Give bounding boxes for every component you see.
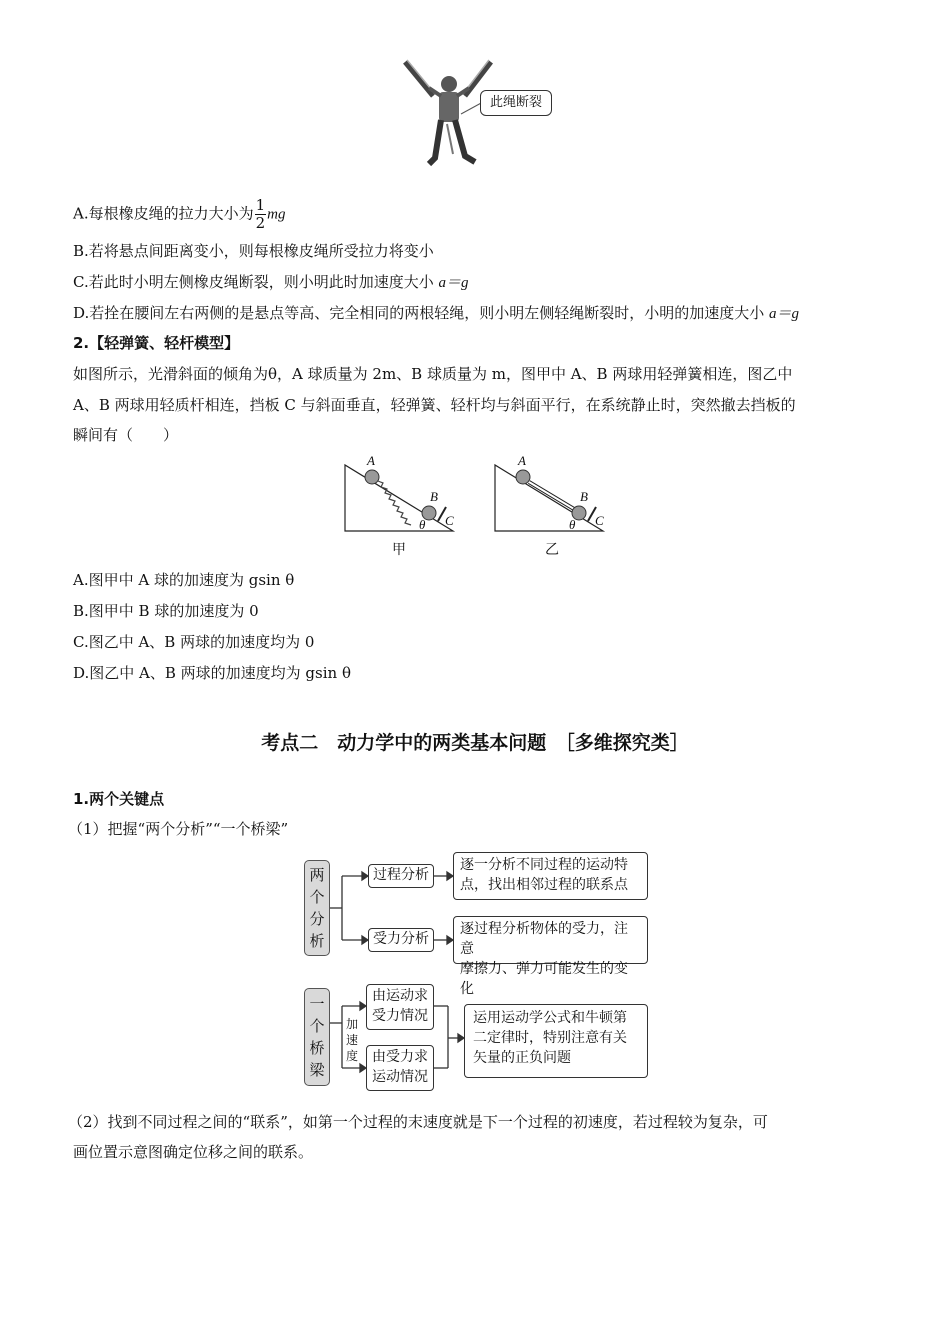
- q2-stem-line-2: A、B 两球用轻质杆相连，挡板 C 与斜面垂直，轻弹簧、轻杆均与斜面平行，在系统静止时，突然撤去挡板的: [73, 396, 796, 414]
- box-law-line2: 二定律时，特别注意有关: [473, 1030, 627, 1046]
- acceleration-label: [344, 1016, 360, 1064]
- q1-option-d-math: a＝g: [769, 306, 800, 322]
- box-process-analysis: 过程分析: [368, 864, 434, 888]
- group1-char: 析: [309, 932, 325, 950]
- right-label-a: A: [518, 453, 526, 468]
- incline-figures: [335, 455, 625, 560]
- box-process-desc-line1: 逐一分析不同过程的运动特: [460, 857, 628, 873]
- box-force-analysis: 受力分析: [368, 928, 434, 952]
- q2-stem-line-3: 瞬间有（ ）: [73, 426, 179, 444]
- q2-option-d: D.图乙中 A、B 两球的加速度均为 gsin θ: [73, 664, 351, 682]
- accel-char: 度: [345, 1049, 358, 1063]
- incline-diagram: [335, 455, 625, 560]
- left-ball-a: [365, 470, 379, 484]
- left-label-theta: θ: [419, 517, 426, 532]
- bungee-figure: [395, 58, 565, 173]
- point1-sub1: （1）把握“两个分析”“一个桥梁”: [68, 820, 289, 838]
- fraction-denominator: 2: [255, 214, 266, 232]
- flow-chart: [300, 848, 652, 1088]
- q2-option-b: B.图甲中 B 球的加速度为 0: [73, 602, 259, 620]
- q1-option-a-math: mg: [267, 206, 286, 223]
- q1-option-b: B.若将悬点间距离变小，则每根橡皮绳所受拉力将变小: [73, 242, 434, 260]
- box-process-desc: [453, 852, 648, 900]
- fraction: [255, 197, 267, 232]
- q2-option-c: C.图乙中 A、B 两球的加速度均为 0: [73, 633, 315, 651]
- box-force-to-motion: [366, 1045, 434, 1091]
- group2-char: 一: [309, 995, 325, 1013]
- box-force-desc-line2: 摩擦力、弹力可能发生的变化: [460, 961, 628, 997]
- box-newton-law: [464, 1004, 648, 1078]
- group2-char: 桥: [309, 1039, 325, 1057]
- q1-option-c: [73, 272, 469, 293]
- box-motion-line2: 受力情况: [372, 1008, 428, 1024]
- caption-left: 甲: [392, 542, 406, 558]
- group-two-analyses: [304, 860, 330, 956]
- q1-option-a: [73, 197, 286, 232]
- box-motion-to-force: [366, 984, 434, 1030]
- left-label-c: C: [445, 513, 454, 528]
- q1-option-c-text: C.若此时小明左侧橡皮绳断裂，则小明此时加速度大小: [73, 273, 439, 291]
- box-law-line3: 矢量的正负问题: [473, 1050, 571, 1066]
- point1-title: 1.两个关键点: [73, 790, 165, 808]
- box-force-desc: [453, 916, 648, 997]
- q2-stem-line-1: 如图所示，光滑斜面的倾角为θ，A 球质量为 2m、B 球质量为 m，图甲中 A、B 两球用轻弹簧相连，图乙中: [73, 365, 793, 383]
- point1-sub2-line1: （2）找到不同过程之间的“联系”，如第一个过程的末速度就是下一个过程的初速度，若过程较为复杂，可: [68, 1113, 768, 1131]
- left-label-a: A: [367, 453, 375, 468]
- q1-option-c-math: a＝g: [438, 275, 469, 291]
- box-force-desc-line1: 逐过程分析物体的受力，注意: [460, 921, 628, 957]
- group1-char: 个: [309, 888, 325, 906]
- right-label-c: C: [595, 513, 604, 528]
- box-force2-line1: 由受力求: [372, 1049, 428, 1065]
- group2-char: 梁: [309, 1061, 325, 1079]
- group2-char: 个: [309, 1017, 325, 1035]
- group-one-bridge: [304, 988, 330, 1086]
- q1-option-a-text: A.每根橡皮绳的拉力大小为: [73, 204, 254, 223]
- group1-char: 分: [309, 910, 325, 928]
- callout-text: 此绳断裂: [489, 95, 542, 110]
- box-motion-line1: 由运动求: [372, 988, 428, 1004]
- left-label-b: B: [430, 489, 438, 504]
- box-law-line1: 运用运动学公式和牛顿第: [473, 1010, 627, 1026]
- rope-break-callout: [480, 90, 552, 116]
- caption-right: 乙: [545, 542, 559, 558]
- accel-char: 加: [345, 1017, 358, 1031]
- box-force2-line2: 运动情况: [372, 1069, 428, 1085]
- q2-option-a: A.图甲中 A 球的加速度为 gsin θ: [73, 571, 295, 589]
- accel-char: 速: [345, 1033, 358, 1047]
- q1-option-d: [73, 303, 799, 324]
- group1-char: 两: [309, 866, 325, 884]
- box-process-desc-line2: 点，找出相邻过程的联系点: [460, 877, 628, 893]
- right-label-theta: θ: [569, 517, 576, 532]
- q1-option-d-text: D.若拴在腰间左右两侧的是悬点等高、完全相同的两根轻绳，则小明左侧轻绳断裂时，小明的加速度大小: [73, 304, 770, 322]
- fraction-numerator: 1: [255, 196, 266, 214]
- right-ball-a: [516, 470, 530, 484]
- right-label-b: B: [580, 489, 588, 504]
- point1-sub2-line2: 画位置示意图确定位移之间的联系。: [73, 1143, 314, 1161]
- section-heading: 考点二 动力学中的两类基本问题 ［多维探究类］: [261, 732, 689, 754]
- q2-title: 2.【轻弹簧、轻杆模型】: [73, 334, 240, 352]
